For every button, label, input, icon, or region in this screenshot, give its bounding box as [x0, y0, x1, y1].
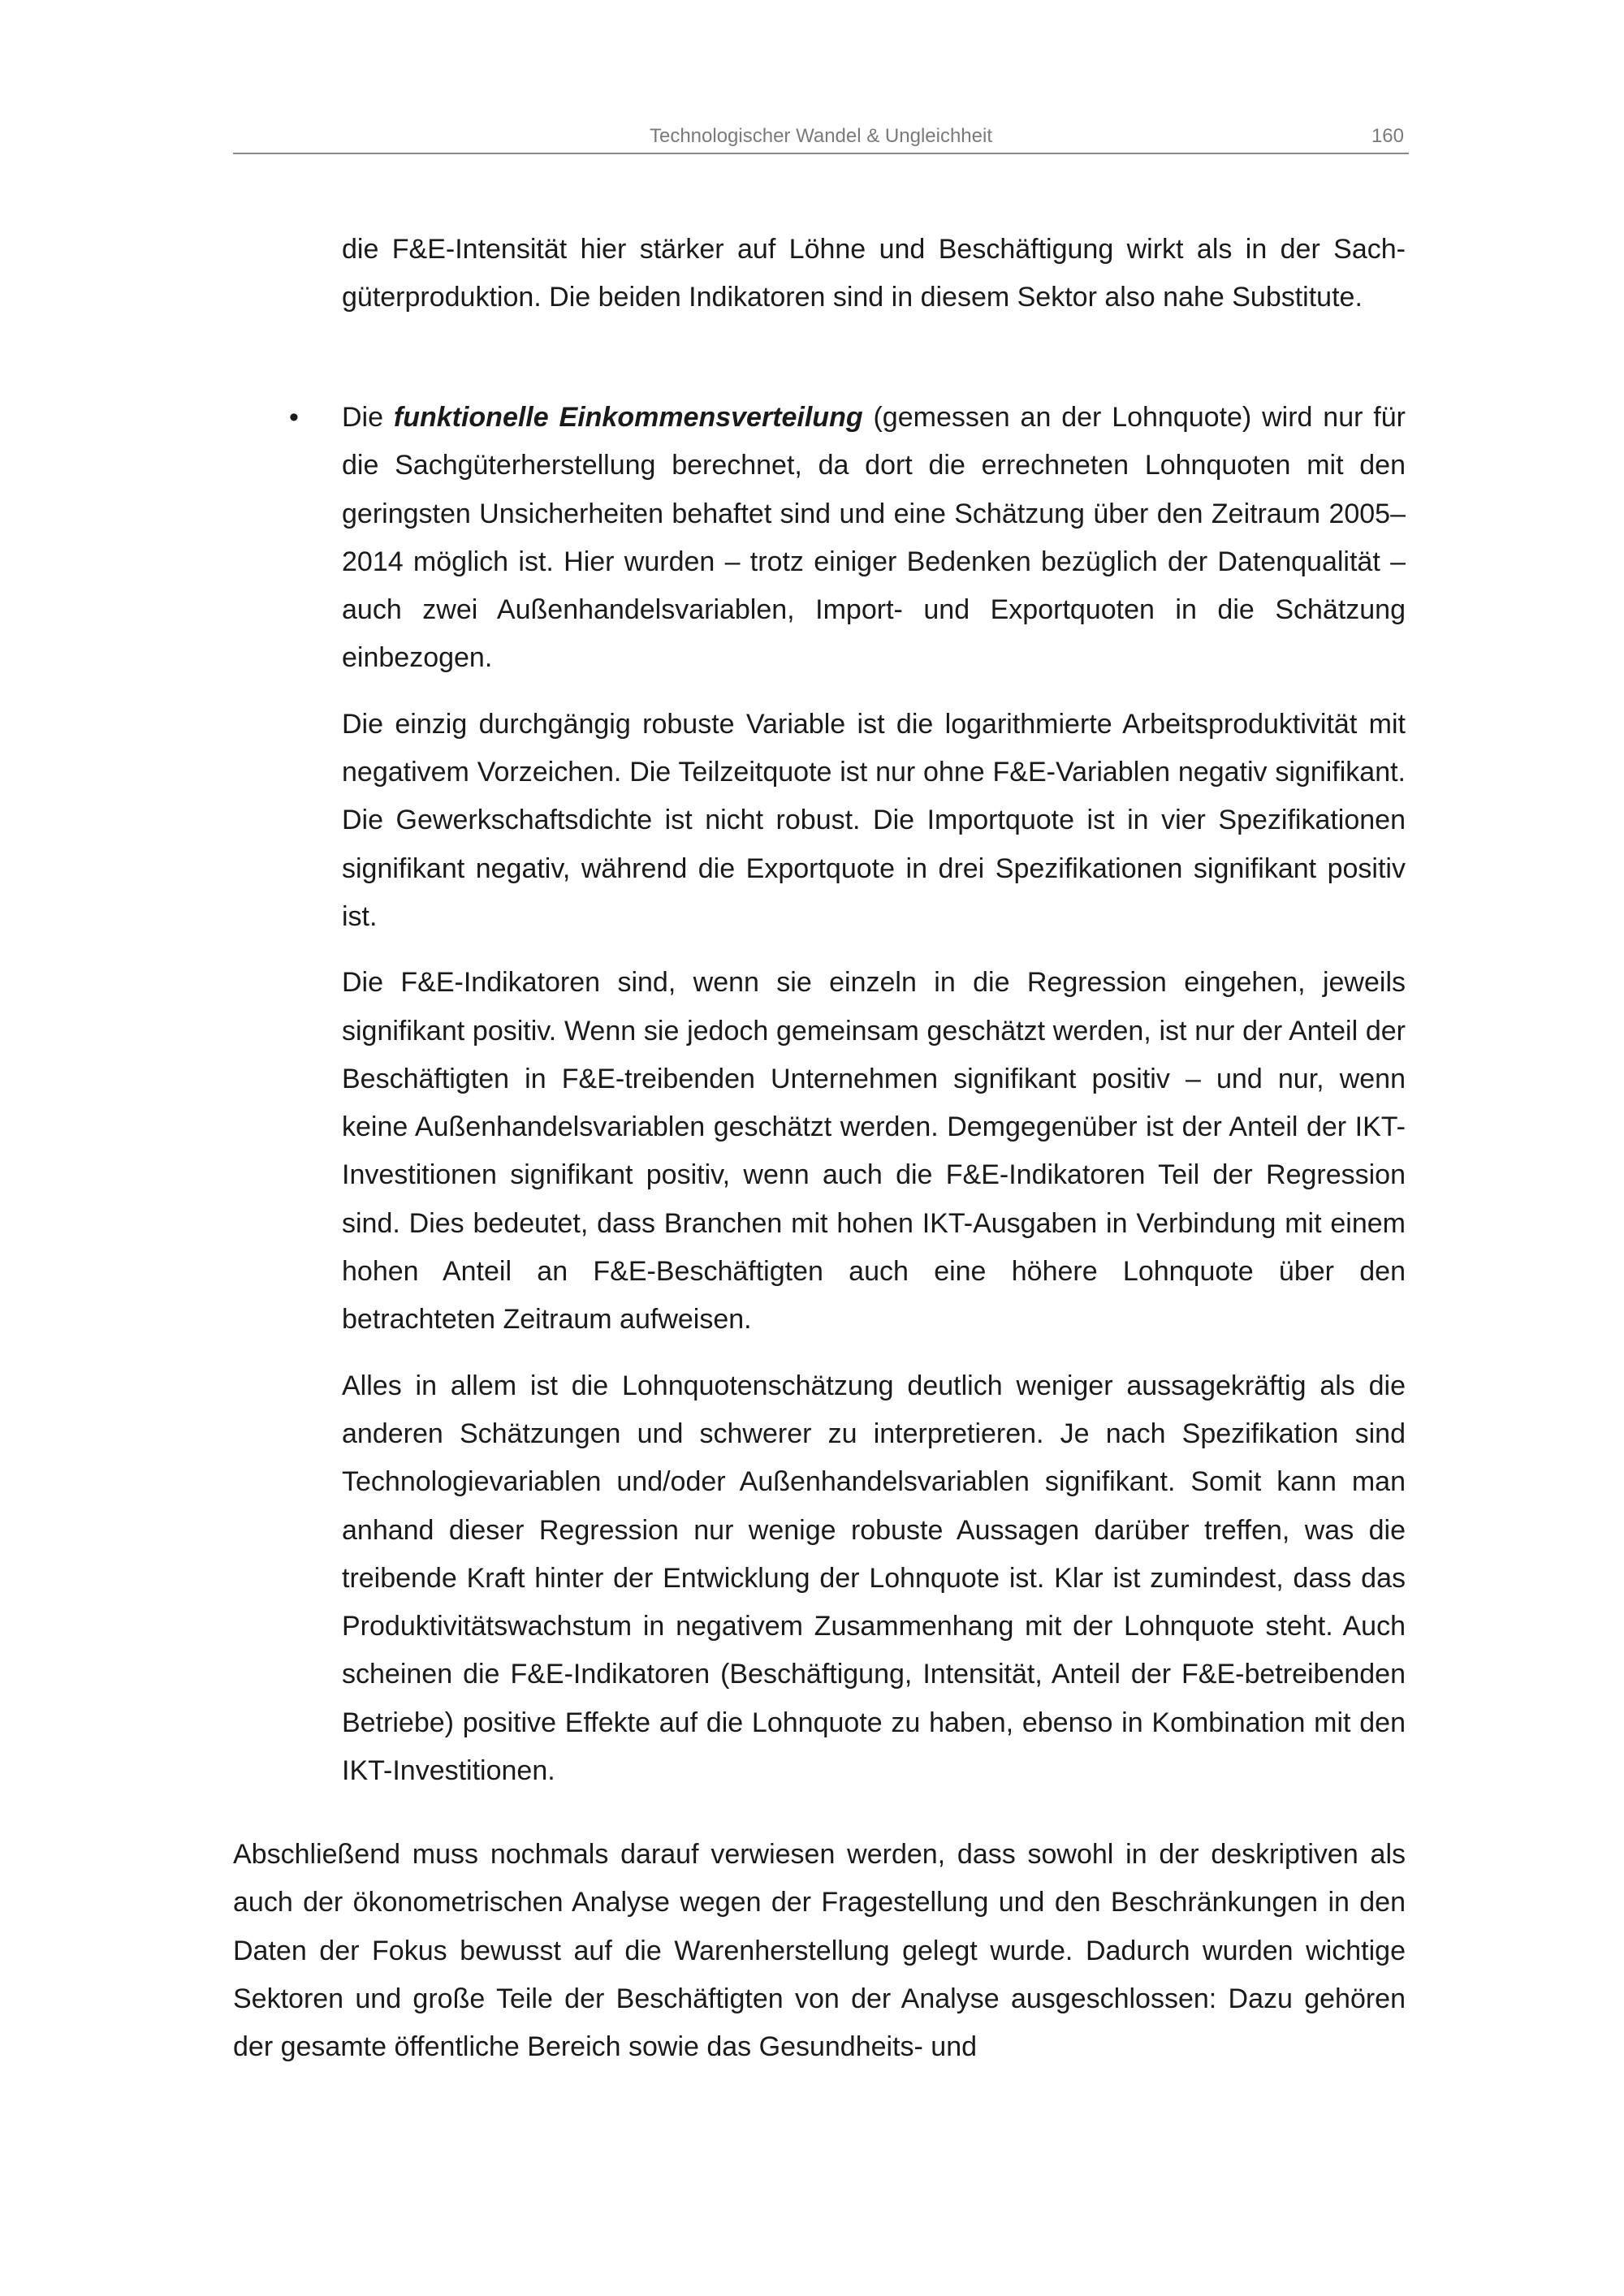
- bullet-paragraph-3: Die F&E-Indikatoren sind, wenn sie einzeln in die Regression eingehen, jeweils signifikant positiv. Wenn sie jedoch gemeinsam geschätzt werden, ist nur der Anteil der Beschäftigten in F&E-treibenden Unternehmen signifikant positiv – und nur, wenn keine Außenhandelsvariablen geschätzt werden. Demgegenüber ist der Anteil der IKT-Investitionen signifikant positiv, wenn auch die F&E-Indikatoren Teil der Regression sind. Dies bedeutet, dass Branchen mit hohen IKT-Ausgaben in Verbindung mit einem hohen Anteil an F&E-Beschäftigten auch eine höhere Lohnquote über den betrachteten Zeitraum aufweisen.: [342, 967, 1406, 1336]
- emphasis-term: funktionelle Einkommensverteilung: [393, 402, 863, 433]
- page-number: 160: [1371, 125, 1404, 147]
- page-header: [233, 122, 1409, 154]
- bullet-item-block: [342, 394, 1406, 1795]
- bullet-intro-text: Die: [342, 402, 394, 433]
- bullet-paragraph-2: Die einzig durchgängig robuste Variable ist die logarithmierte Arbeitsproduktivität mit negativem Vorzeichen. Die Teilzeitquote ist nur ohne F&E-Variablen negativ signifikant. Die Gewerkschaftsdichte ist nicht robust. Die Importquote ist in vier Spezifikationen signifikant negativ, während die Exportquote in drei Spezifikationen signifikant positiv ist.: [342, 708, 1406, 932]
- bullet-intro-paragraph: [342, 394, 1406, 683]
- final-paragraph-block: [233, 1831, 1406, 2071]
- bullet-point: •: [289, 402, 299, 433]
- running-title: Technologischer Wandel & Ungleichheit: [649, 125, 992, 147]
- final-paragraph: Abschließend muss nochmals darauf verwiesen werden, dass sowohl in der deskriptiven als auch der ökonometrischen Analyse wegen der Fragestellung und den Beschränkungen in den Daten der Fokus bewusst auf die Warenherstellung gelegt wurde. Dadurch wurden wichtige Sektoren und große Teile der Beschäftigten von der Analyse ausgeschlossen: Dazu gehören der gesamte öffentliche Bereich sowie das Gesundheits- und: [233, 1839, 1406, 2063]
- bullet-intro-rest: (gemessen an der Lohnquote) wird nur für die Sachgüterherstellung berechnet, da dort die errechneten Lohnquoten mit den geringsten Unsicherheiten behaftet sind und eine Schätzung über den Zeitraum 2005–2014 möglich ist. Hier wurden – trotz einiger Bedenken bezüglich der Datenqualität – auch zwei Außenhandelsvariablen, Import- und Exportquoten in die Schätzung einbezogen.: [342, 402, 1406, 674]
- continued-paragraph: die F&E-Intensität hier stärker auf Löhne und Beschäftigung wirkt als in der Sachgüterproduktion. Die beiden Indikatoren sind in diesem Sektor also nahe Substitute.: [342, 234, 1406, 313]
- continued-paragraph-block: [342, 226, 1406, 322]
- bullet-paragraph-4: Alles in allem ist die Lohnquotenschätzung deutlich weniger aussagekräftig als die anderen Schätzungen und schwerer zu interpretieren. Je nach Spezifikation sind Technologievariablen und/oder Außenhandelsvariablen signifikant. Somit kann man anhand dieser Regression nur wenige robuste Aussagen darüber treffen, was die treibende Kraft hinter der Entwicklung der Lohnquote ist. Klar ist zumindest, dass das Produktivitätswachstum in negativem Zusammenhang mit der Lohnquote steht. Auch scheinen die F&E-Indikatoren (Beschäftigung, Intensität, Anteil der F&E-betreibenden Betriebe) positive Effekte auf die Lohnquote zu haben, ebenso in Kombination mit den IKT-Investitionen.: [342, 1370, 1406, 1787]
